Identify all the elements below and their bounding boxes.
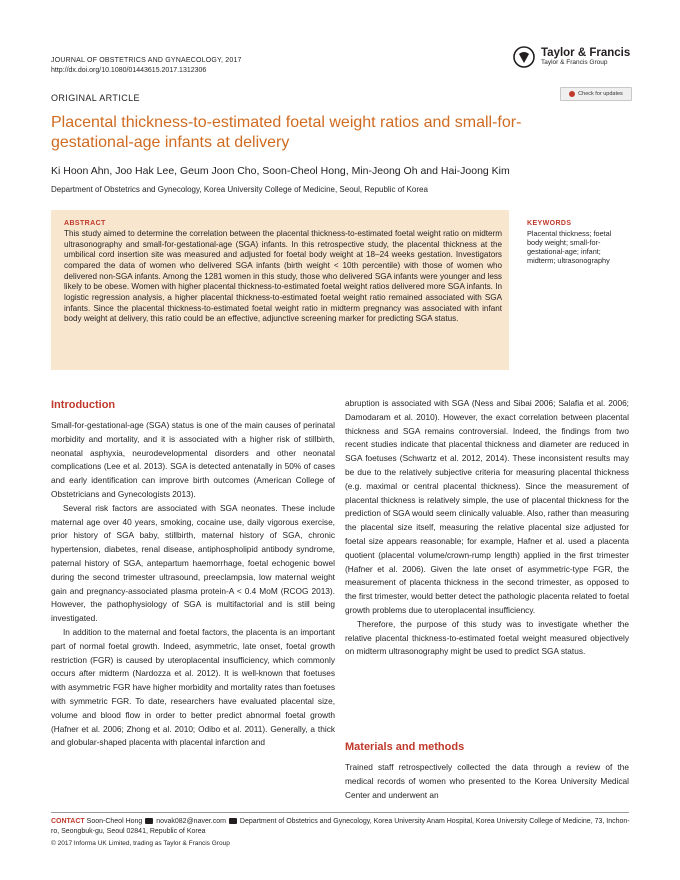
check-updates-icon (569, 91, 575, 97)
author-list: Ki Hoon Ahn, Joo Hak Lee, Geum Joon Cho, Soon-Cheol Hong, Min-Jeong Oh and Hai-Joong Kim (51, 165, 510, 177)
keywords-heading: KEYWORDS (527, 220, 572, 227)
intro-paragraph-2: Several risk factors are associated with SGA neonates. These include maternal age over 40 years, smoking, cocaine use, daily vigorous exercise, prior history of SGA baby, stillbirth, maternal history of SGA, chronic hypertension, diabetes, renal disease, antiphospholipid antibody syndrome, paternal history of SGA, antepartum haemorrhage, foetal echogenic bowel during the second trimester ultrasound, preeclampsia, low maternal weight gain and pregnancy-associated plasma protein-A < 0.4 MoM (RCOG 2013). However, the pathophysiology of SGA is multifactorial and is still being investigated. (51, 502, 335, 624)
right-column (345, 397, 629, 659)
footer-divider (51, 812, 629, 813)
intro-paragraph-1: Small-for-gestational-age (SGA) status is one of the main causes of perinatal morbidity and mortality, and it is associated with a higher risk of stillbirth, neonatal asphyxia, neurodevelopmental disorders and other neonatal complications (Lee et al. 2013). SGA is detected antenatally in 50% of cases and early identification can improve birth outcomes (American College of Obstetricians and Gynecologists 2013). (51, 420, 335, 499)
journal-name: JOURNAL OF OBSTETRICS AND GYNAECOLOGY, 2017 (51, 57, 242, 64)
copyright: © 2017 Informa UK Limited, trading as Taylor & Francis Group (51, 840, 230, 847)
contact-address: Department of Obstetrics and Gynecology, Korea University Anam Hospital, Korea University College of Medicine, 73, Inchon-ro, Seongbuk-gu, Seoul 02841, Republic of Korea (51, 818, 630, 835)
intro-paragraph-3: In addition to the maternal and foetal factors, the placenta is an important part of normal foetal growth. Indeed, asymmetric, late onset, foetal growth restriction (FGR) is caused by uteroplacental insufficiency, which commonly occurs after midterm (Nardozza et al. 2012). It is well-known that foetuses with asymmetric FGR have higher morbidity and mortality rates than foetuses with symmetric FGR. To date, researchers have evaluated placental size, volume and blood flow in order to better predict abnormal foetal growth (Hafner et al. 2006; Zhong et al. 2010; Odibo et al. 2011). Generally, a thick and globular-shaped placenta with placental infarction and (51, 626, 335, 748)
article-title: Placental thickness-to-estimated foetal weight ratios and small-for-gestational-age infants at delivery (51, 114, 522, 151)
affiliation: Department of Obstetrics and Gynecology, Korea University College of Medicine, Seoul, Republic of Korea (51, 185, 428, 194)
check-updates-button[interactable] (560, 87, 632, 101)
contact-label: CONTACT (51, 818, 85, 825)
methods-heading: Materials and methods (345, 741, 465, 753)
abstract-heading: ABSTRACT (64, 220, 106, 227)
methods-paragraph-1: Trained staff retrospectively collected the data through a review of the medical records of women who presented to the Korea University Medical Center and underwent an (345, 762, 629, 800)
article-type: ORIGINAL ARTICLE (51, 93, 140, 103)
email-icon (145, 818, 153, 824)
contact-email[interactable]: novak082@naver.com (156, 818, 226, 825)
left-column (51, 419, 335, 750)
taylor-francis-logo-icon (513, 46, 535, 68)
publisher-group: Taylor & Francis Group (541, 59, 608, 66)
footer-contact (51, 817, 631, 837)
contact-name: Soon-Cheol Hong (86, 818, 143, 825)
publisher-name: Taylor & Francis (541, 47, 631, 59)
introduction-heading: Introduction (51, 399, 116, 411)
doi-link[interactable]: http://dx.doi.org/10.1080/01443615.2017.1312306 (51, 67, 207, 74)
intro-paragraph-5: Therefore, the purpose of this study was to investigate whether the relative placental thickness-to-estimated foetal weight measured objectively on midterm ultrasonography might be used to predict SGA status. (345, 618, 629, 657)
email-icon (229, 818, 237, 824)
abstract-text: This study aimed to determine the correlation between the placental thickness-to-estimated foetal weight ratio on midterm ultrasonography and small-for-gestational-age (SGA) infants. In this retrospective study, the placental thickness at the umbilical cord insertion site was measured and adjusted for foetal body weight at 18–24 weeks gestation. Investigators compared the data of women who delivered SGA infants (birth weight < 10th percentile) with those of women who delivered non-SGA infants. Among the 1281 women in this study, those who delivered SGA infants were younger and less likely to be obese. Women with higher placental thickness-to-estimated foetal weight ratios delivered more SGA infants. In logistic regression analysis, a higher placental thickness-to-estimated foetal weight ratio remained associated with SGA infants. Since the placental thickness-to-estimated foetal weight ratio in midterm pregnancy was associated with infant body weight at delivery, this ratio could be an effective, adjunctive screening marker for predicting SGA status. (64, 229, 502, 324)
publisher-logo (513, 46, 630, 68)
check-updates-label: Check for updates (578, 91, 623, 97)
intro-paragraph-4: abruption is associated with SGA (Ness and Sibai 2006; Salafia et al. 2006; Damodaram et al. 2010). However, the exact correlation between placental thickness and SGA remains controversial. Indeed, the findings from two recent studies indicate that placental thickness and diameter are reduced in SGA foetuses (Schwartz et al. 2012, 2014). These inconsistent results may be due to the relatively subjective criteria for measuring placental thickness (e.g. maximal or central placental thickness). Since the measurement of placental thickness is relatively simple, the use of placental thickness for the prediction of SGA would seem clinically valuable. Also, rather than measuring the placental size itself, measuring the relative placental size adjusted for foetal size appears reasonable; for example, Hafner et al. used a placenta quotient (placental volume/crown-rump length) applied in the first trimester (Hafner et al. 2006). Given the late onset of asymmetric-type FGR, the measurement of placenta thickness in the second trimester, as opposed to the first trimester, would better detect the pathologic placenta related to foetal growth problems due to uteroplacental insufficiency. (345, 398, 629, 615)
keywords-text: Placental thickness; foetal body weight; small-for-gestational-age; infant; midterm; ultrasonography (527, 229, 612, 265)
